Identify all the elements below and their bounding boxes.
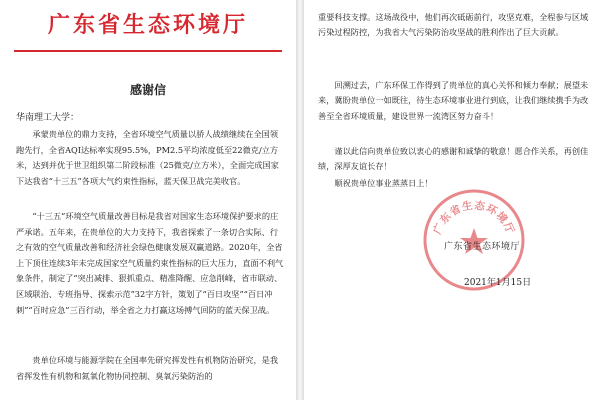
page-spine xyxy=(296,0,304,400)
letter-page-2 xyxy=(304,0,600,400)
seal-text: 广东省生态环境厅 xyxy=(431,199,517,237)
letterhead: 广东省生态环境厅 xyxy=(47,12,248,38)
paragraph-campaign: “十三五”环境空气质量改善目标是我省对国家生态环境保护要求的庄严承诺。五年来，在贵单位的大力支持下，我省探索了一条切合实际、行之有效的空气质量改善和经济社会绿色健康发展双赢道路。2020年，全省上下顶住连续3年未完成国家空气质量约束性指标的巨大压力，直面不利气象条件，制定了“突出减排、狠抓重点、精准降醒、应急削峰，省市联动、区域联治、专班指导、探索示范”32字方针，策划了“百日攻坚”“百日冲刺”“百时应急”三百行动，举全省之力打赢这场搏气回防的蓝天保卫战。 xyxy=(16,211,284,315)
paragraph-closing: 顺祝贵单位事业蒸蒸日上！ xyxy=(334,178,433,188)
letter-title: 感谢信 xyxy=(129,83,166,97)
sign-date: 2021年1月15日 xyxy=(464,278,532,288)
paragraph-thanks: 谨以此信向贵单位致以衷心的感谢和诚挚的敬意！愿合作关系，再创佳绩，深厚友谊长存！ xyxy=(318,146,589,172)
paragraph-achievement: 承蒙贵单位的鼎力支持，全省环境空气质量以骄人战绩继续在全国领跑先行，全省AQI达标率实现95.5%，PM2.5平均浓度低至22微克/立方米，达到并优于世卫组织第二阶段标准（25微克/立方米），全面完成国家下达我省“十三五”各项大气约束性指标，蓝天保卫战完美收官。 xyxy=(16,129,279,186)
paragraph-continued: 重要科技支撑。这场战役中，他们再次砥砺前行，攻坚克难，全程参与区域污染过程防控，为我省大气污染防治攻坚战的胜利作出了巨大贡献。 xyxy=(318,12,589,38)
salutation: 华南理工大学： xyxy=(16,113,80,123)
paragraph-outlook: 回溯过去，广东环保工作得到了贵单位的真心关怀和倾力奉献；展望未来，冀盼贵单位一如既往，待生态环境事业进行到底，让我们继续携手为改善至全省环境质量，建设世界一流湾区努力奋斗！ xyxy=(318,80,589,121)
paragraph-contribution: 贵单位环境与能源学院在全国率先研究挥发性有机物防治研究，是我省挥发性有机物和氮氧化物协同控制、臭氧污染防治的 xyxy=(16,355,279,381)
signer: 广东省生态环境厅 xyxy=(444,242,521,252)
letterhead-rule xyxy=(14,50,282,52)
letter-page-1 xyxy=(0,0,296,400)
